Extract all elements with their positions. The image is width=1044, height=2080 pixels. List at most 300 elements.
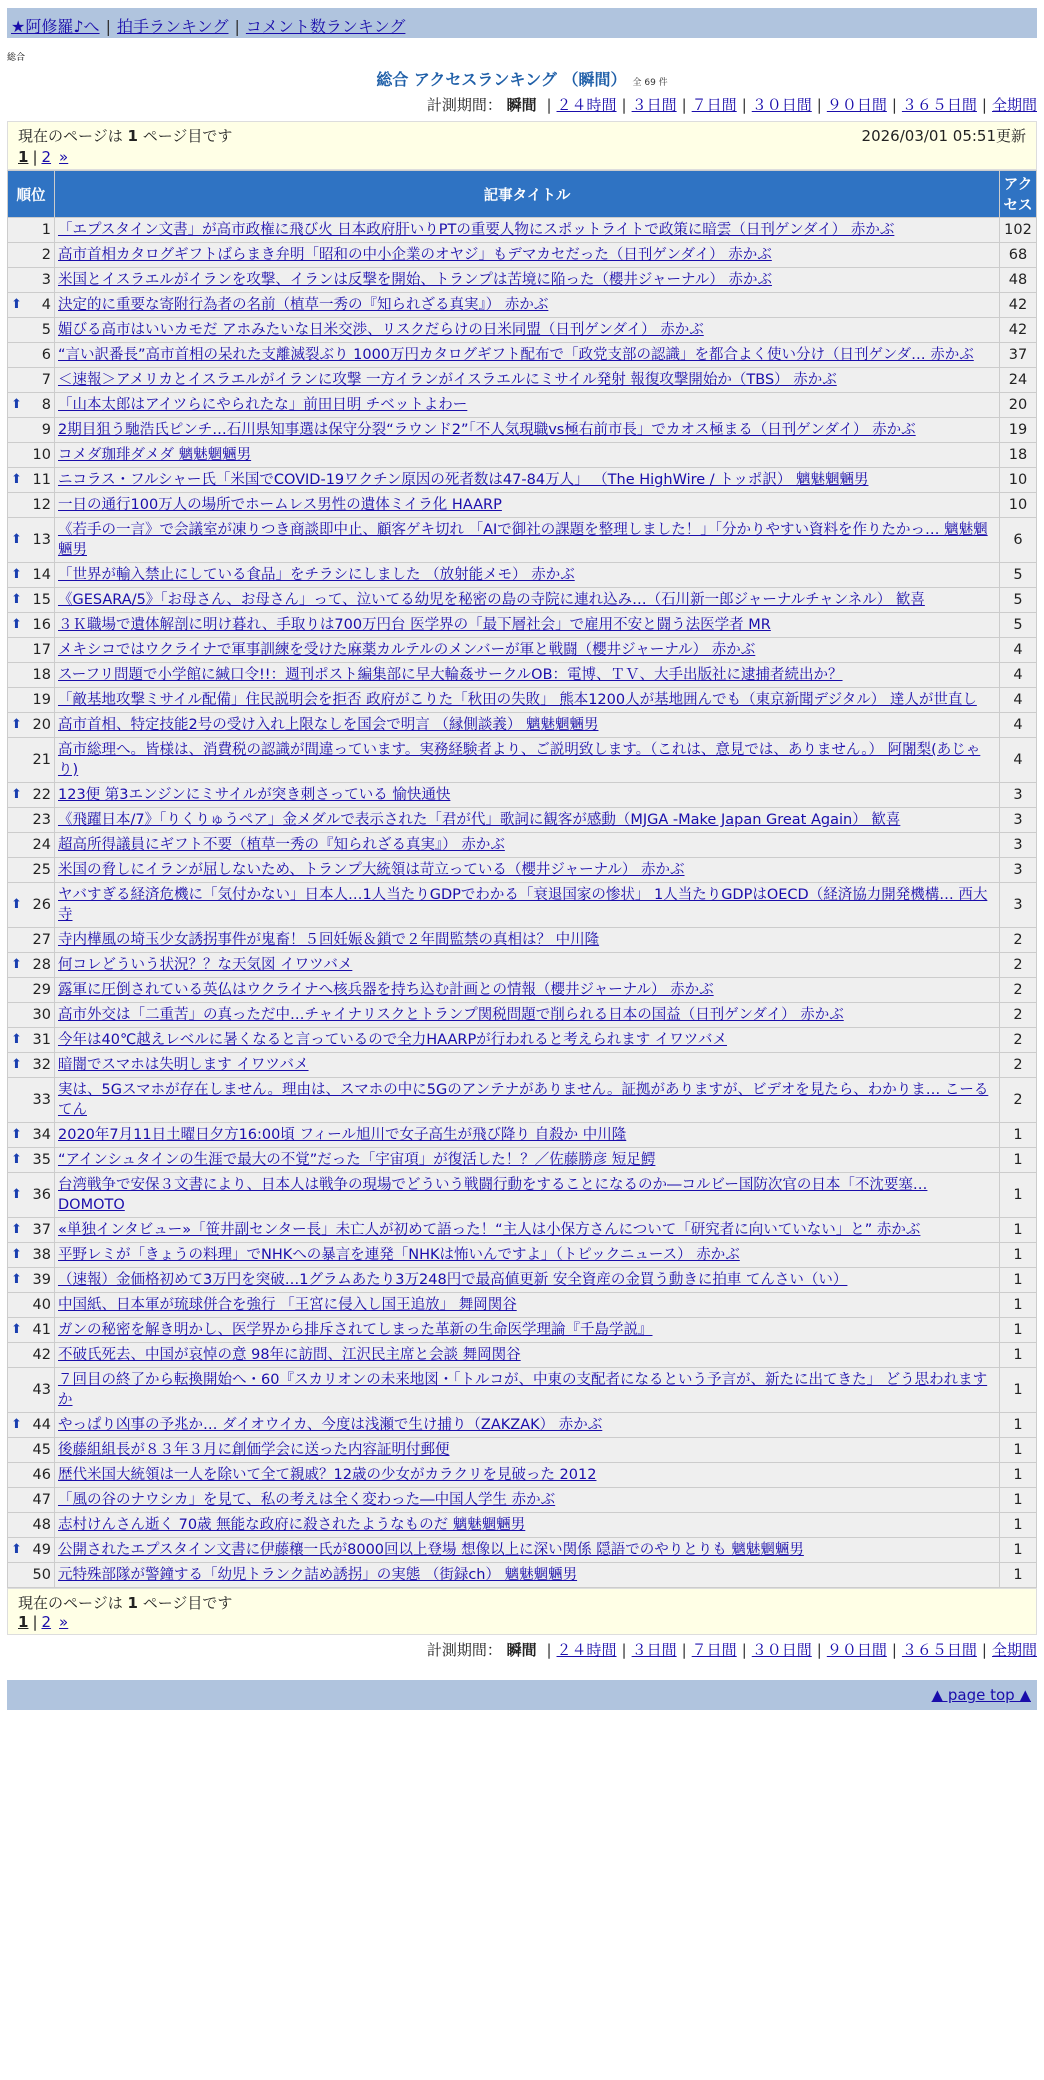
- title-cell: [55, 1463, 1000, 1488]
- access-count: 3: [1000, 783, 1037, 808]
- rank-number: 3: [41, 272, 51, 288]
- access-count: 42: [1000, 293, 1037, 318]
- rank-up-arrow-icon: ⬆: [11, 787, 22, 802]
- table-row: [8, 1538, 1037, 1563]
- rank-number: 11: [32, 472, 51, 488]
- article-title-link[interactable]: 今年は40℃越えレベルに暑くなると言っているので全力HAARPが行われると考えられます イワツバメ: [58, 1032, 728, 1048]
- table-row: [8, 368, 1037, 393]
- title-cell: [55, 1293, 1000, 1318]
- access-count: 18: [1000, 443, 1037, 468]
- article-title-link[interactable]: 123便 第3エンジンにミサイルが突き刺さっている 愉快通快: [58, 787, 451, 803]
- table-row: [8, 883, 1037, 928]
- col-rank-header: 順位: [8, 171, 55, 218]
- table-row: [8, 858, 1037, 883]
- article-title-link[interactable]: 高市外交は「二重苦」の真っただ中…チャイナリスクとトランプ関税問題で削られる日本の国益（日刊ゲンダイ） 赤かぶ: [58, 1007, 844, 1023]
- rank-up-arrow-icon: ⬆: [11, 717, 22, 732]
- period-link[interactable]: ７日間: [691, 96, 737, 114]
- col-title-header: 記事タイトル: [55, 171, 1000, 218]
- table-row: [8, 783, 1037, 808]
- access-count: 42: [1000, 318, 1037, 343]
- title-cell: [55, 368, 1000, 393]
- title-cell: [55, 518, 1000, 563]
- period-link[interactable]: ２４時間: [556, 1641, 617, 1659]
- table-row: [8, 588, 1037, 613]
- rank-cell: [8, 883, 55, 928]
- title-cell: [55, 1413, 1000, 1438]
- access-count: 2: [1000, 1003, 1037, 1028]
- article-title-link[interactable]: 「敵基地攻撃ミサイル配備」住民説明会を拒否 政府がこりた「秋田の失敗」 熊本1200人が基地囲んでも（東京新聞デジタル） 達人が世直し: [58, 692, 977, 708]
- rank-cell: [8, 1173, 55, 1218]
- rank-cell: [8, 268, 55, 293]
- table-row: [8, 443, 1037, 468]
- rank-up-arrow-icon: ⬆: [11, 1222, 22, 1237]
- access-count: 1: [1000, 1563, 1037, 1588]
- article-title-link[interactable]: 米国とイスラエルがイランを攻撃、イランは反撃を開始、トランプは苦境に陥った（櫻井ジャーナル） 赤かぶ: [58, 272, 772, 288]
- article-title-link[interactable]: スーフリ問題で小学館に緘口令!!：週刊ポスト編集部に早大輪姦サークルOB：電博、ＴＶ、大手出版社に逮捕者続出か？: [58, 667, 843, 683]
- rank-cell: [8, 858, 55, 883]
- article-title-link[interactable]: 不破氏死去、中国が哀悼の意 98年に訪問、江沢民主席と会談 舞岡関谷: [58, 1347, 521, 1363]
- rank-number: 45: [32, 1442, 51, 1458]
- rank-cell: [8, 1513, 55, 1538]
- table-row: [8, 1318, 1037, 1343]
- rank-cell: [8, 1538, 55, 1563]
- access-count: 37: [1000, 343, 1037, 368]
- rank-cell: [8, 1293, 55, 1318]
- access-count: 24: [1000, 368, 1037, 393]
- article-title-link[interactable]: ＜速報＞アメリカとイスラエルがイランに攻撃 一方イランがイスラエルにミサイル発射 報復攻撃開始か（TBS） 赤かぶ: [58, 372, 837, 388]
- table-row: [8, 978, 1037, 1003]
- period-link[interactable]: ３日間: [631, 1641, 677, 1659]
- title-cell: [55, 738, 1000, 783]
- access-count: 48: [1000, 268, 1037, 293]
- applause-ranking-link[interactable]: 拍手ランキング: [116, 17, 229, 36]
- rank-cell: [8, 1463, 55, 1488]
- rank-cell: [8, 808, 55, 833]
- title-cell: [55, 588, 1000, 613]
- article-title-link[interactable]: 「山本太郎はアイツらにやられたな」前田日明 チベットよわー: [58, 397, 468, 413]
- rank-cell: [8, 613, 55, 638]
- pager-current: 1: [18, 1613, 29, 1631]
- rank-number: 18: [32, 667, 51, 683]
- table-row: [8, 343, 1037, 368]
- rank-number: 10: [32, 447, 51, 463]
- article-title-link[interactable]: コメダ珈琲ダメダ 魑魅魍魎男: [58, 447, 252, 463]
- comment-ranking-link[interactable]: コメント数ランキング: [245, 17, 406, 36]
- title-cell: [55, 883, 1000, 928]
- rank-cell: [8, 293, 55, 318]
- access-count: 2: [1000, 1053, 1037, 1078]
- article-title-link[interactable]: 媚びる高市はいいカモだ アホみたいな日米交渉、リスクだらけの日米同盟（日刊ゲンダイ） 赤かぶ: [58, 322, 704, 338]
- title-cell: [55, 418, 1000, 443]
- access-count: 1: [1000, 1123, 1037, 1148]
- title-cell: [55, 613, 1000, 638]
- rank-number: 36: [32, 1187, 51, 1203]
- access-count: 20: [1000, 393, 1037, 418]
- rank-up-arrow-icon: ⬆: [11, 1187, 22, 1202]
- rank-number: 16: [32, 617, 51, 633]
- rank-cell: [8, 518, 55, 563]
- rank-cell: [8, 1003, 55, 1028]
- title-cell: [55, 343, 1000, 368]
- rank-cell: [8, 493, 55, 518]
- table-row: [8, 1053, 1037, 1078]
- top-nav-bar: ★阿修羅♪へ | 拍手ランキング | コメント数ランキング: [7, 8, 1037, 38]
- period-link[interactable]: ３６５日間: [901, 1641, 977, 1659]
- table-row: [8, 318, 1037, 343]
- period-link[interactable]: 全期間: [991, 96, 1037, 114]
- access-count: 1: [1000, 1243, 1037, 1268]
- rank-up-arrow-icon: ⬆: [11, 617, 22, 632]
- table-row: [8, 1488, 1037, 1513]
- article-title-link[interactable]: （速報）金価格初めて3万円を突破…1グラムあたり3万248円で最高値更新 安全資産の金買う動きに拍車 てんさい（い）: [58, 1272, 848, 1288]
- rank-number: 47: [32, 1492, 51, 1508]
- table-row: [8, 1243, 1037, 1268]
- rank-cell: [8, 1488, 55, 1513]
- article-title-link[interactable]: 「エプスタイン文書」が高市政権に飛び火 日本政府肝いりPTの重要人物にスポットライトで政策に暗雲（日刊ゲンダイ） 赤かぶ: [58, 222, 895, 238]
- rank-cell: [8, 1148, 55, 1173]
- table-row: [8, 738, 1037, 783]
- article-title-link[interactable]: ガンの秘密を解き明かし、医学界から排斥されてしまった革新の生命医学理論『千島学説』: [58, 1322, 653, 1338]
- article-title-link[interactable]: 志村けんさん逝く 70歳 無能な政府に殺されたようなものだ 魑魅魍魎男: [58, 1517, 526, 1533]
- rank-number: 12: [32, 497, 51, 513]
- article-title-link[interactable]: “アインシュタインの生涯で最大の不覚”だった「宇宙項」が復活した！？／佐藤勝彦 短足鰐: [58, 1152, 656, 1168]
- rank-cell: [8, 783, 55, 808]
- rank-up-arrow-icon: ⬆: [11, 1322, 22, 1337]
- rank-number: 21: [32, 752, 51, 768]
- rank-up-arrow-icon: ⬆: [11, 1152, 22, 1167]
- rank-number: 19: [32, 692, 51, 708]
- title-cell: [55, 1003, 1000, 1028]
- table-row: [8, 1563, 1037, 1588]
- rank-cell: [8, 468, 55, 493]
- title-cell: [55, 858, 1000, 883]
- rank-cell: [8, 638, 55, 663]
- table-row: [8, 1268, 1037, 1293]
- period-link[interactable]: ３０日間: [751, 96, 812, 114]
- article-title-link[interactable]: やっぱり凶事の予兆か… ダイオウイカ、今度は浅瀬で生け捕り（ZAKZAK） 赤かぶ: [58, 1417, 603, 1433]
- rank-number: 2: [41, 247, 51, 263]
- article-title-link[interactable]: 高市首相、特定技能2号の受け入れ上限なしを国会で明言 （縁側談義） 魑魅魍魎男: [58, 717, 599, 733]
- article-title-link[interactable]: 《飛躍日本/7》「りくりゅうペア」金メダルで表示された「君が代」歌詞に観客が感動（MJGA -Make Japan Great Again） 歓喜: [58, 812, 901, 828]
- access-count: 1: [1000, 1413, 1037, 1438]
- rank-cell: [8, 418, 55, 443]
- table-row: [8, 638, 1037, 663]
- rank-number: 41: [32, 1322, 51, 1338]
- title-cell: [55, 1488, 1000, 1513]
- access-count: 1: [1000, 1293, 1037, 1318]
- title-cell: [55, 1368, 1000, 1413]
- article-title-link[interactable]: 暗闇でスマホは失明します イワツバメ: [58, 1057, 309, 1073]
- title-cell: [55, 443, 1000, 468]
- access-count: 1: [1000, 1488, 1037, 1513]
- table-row: [8, 293, 1037, 318]
- rank-cell: [8, 218, 55, 243]
- article-title-link[interactable]: ７回目の終了から転換開始へ・60『スカリオンの未来地図・「トルコが、中東の支配者になるという予言が、新たに出てきた」 どう思われますか: [58, 1372, 988, 1408]
- rank-cell: [8, 368, 55, 393]
- rank-number: 39: [32, 1272, 51, 1288]
- access-count: 3: [1000, 833, 1037, 858]
- period-selector-bottom: 計測期間： 瞬間 | ２４時間 | ３日間 | ７日間 | ３０日間 | ９０日間 | ３６５日間 | 全期間: [426, 1641, 1037, 1659]
- rank-number: 35: [32, 1152, 51, 1168]
- pager-top: 1 | 2 »: [18, 148, 69, 166]
- pager-next[interactable]: »: [59, 1613, 69, 1631]
- access-count: 2: [1000, 978, 1037, 1003]
- table-row: [8, 218, 1037, 243]
- table-row: [8, 1173, 1037, 1218]
- rank-number: 40: [32, 1297, 51, 1313]
- rank-up-arrow-icon: ⬆: [11, 1247, 22, 1262]
- rank-cell: [8, 1123, 55, 1148]
- period-link[interactable]: ９０日間: [826, 1641, 887, 1659]
- rank-number: 24: [32, 837, 51, 853]
- access-count: 4: [1000, 713, 1037, 738]
- rank-cell: [8, 393, 55, 418]
- access-count: 1: [1000, 1218, 1037, 1243]
- article-title-link[interactable]: 《GESARA/5》「お母さん、お母さん」って、泣いてる幼児を秘密の島の寺院に連れ込み…（石川新一郎ジャーナルチャンネル） 歓喜: [58, 592, 925, 608]
- rank-number: 37: [32, 1222, 51, 1238]
- rank-up-arrow-icon: ⬆: [11, 1057, 22, 1072]
- table-row: [8, 1438, 1037, 1463]
- title-cell: [55, 833, 1000, 858]
- period-current: 瞬間: [506, 1641, 537, 1659]
- rank-up-arrow-icon: ⬆: [11, 957, 22, 972]
- rank-cell: [8, 563, 55, 588]
- title-cell: [55, 1318, 1000, 1343]
- access-count: 4: [1000, 663, 1037, 688]
- page-title: 総合 アクセスランキング （瞬間） 全 69 件: [376, 70, 668, 89]
- access-count: 2: [1000, 953, 1037, 978]
- title-cell: [55, 663, 1000, 688]
- title-cell: [55, 318, 1000, 343]
- rank-number: 27: [32, 932, 51, 948]
- rank-up-arrow-icon: ⬆: [11, 297, 22, 312]
- rank-number: 31: [32, 1032, 51, 1048]
- access-count: 4: [1000, 688, 1037, 713]
- rank-up-arrow-icon: ⬆: [11, 397, 22, 412]
- access-count: 5: [1000, 613, 1037, 638]
- home-link[interactable]: ★阿修羅♪へ: [11, 17, 100, 36]
- rank-cell: [8, 318, 55, 343]
- article-title-link[interactable]: «単独インタビュー»「笹井副センター長」未亡人が初めて語った！“主人は小保方さんについて「研究者に向いていない」と” 赤かぶ: [58, 1222, 921, 1238]
- rank-cell: [8, 243, 55, 268]
- access-count: 10: [1000, 493, 1037, 518]
- rank-up-arrow-icon: ⬆: [11, 532, 22, 547]
- article-title-link[interactable]: 元特殊部隊が警鐘する「幼児トランク詰め誘拐」の実態 （街録ch） 魑魅魍魎男: [58, 1567, 578, 1583]
- period-selector: 計測期間： 瞬間 | ２４時間 | ３日間 | ７日間 | ３０日間 | ９０日間 | ３６５日間 | 全期間: [426, 96, 1037, 114]
- title-cell: [55, 1438, 1000, 1463]
- rank-number: 46: [32, 1467, 51, 1483]
- title-cell: [55, 713, 1000, 738]
- bottom-bar: [7, 1680, 1037, 1710]
- table-row: [8, 1463, 1037, 1488]
- rank-cell: [8, 588, 55, 613]
- rank-up-arrow-icon: ⬆: [11, 592, 22, 607]
- rank-up-arrow-icon: ⬆: [11, 1542, 22, 1557]
- period-link[interactable]: ３０日間: [751, 1641, 812, 1659]
- article-title-link[interactable]: ヤバすぎる経済危機に「気付かない」日本人…1人当たりGDPでわかる「衰退国家の惨状」 1人当たりGDPはOECD（経済協力開発機構… 西大寺: [58, 887, 988, 923]
- article-title-link[interactable]: 米国の脅しにイランが屈しないため、トランプ大統領は苛立っている（櫻井ジャーナル） 赤かぶ: [58, 862, 685, 878]
- article-title-link[interactable]: 決定的に重要な寄附行為者の名前（植草一秀の『知られざる真実』） 赤かぶ: [58, 297, 549, 313]
- table-row: [8, 1368, 1037, 1413]
- article-title-link[interactable]: 平野レミが「きょうの料理」でNHKへの暴言を連発「NHKは怖いんですよ」（トピックニュース） 赤かぶ: [58, 1247, 740, 1263]
- rank-cell: [8, 1243, 55, 1268]
- title-cell: [55, 293, 1000, 318]
- period-link[interactable]: ３６５日間: [901, 96, 977, 114]
- rank-up-arrow-icon: ⬆: [11, 472, 22, 487]
- article-title-link[interactable]: 「世界が輸入禁止にしている食品」をチラシにしました （放射能メモ） 赤かぶ: [58, 567, 575, 583]
- rank-cell: [8, 1438, 55, 1463]
- table-row: [8, 1003, 1037, 1028]
- article-title-link[interactable]: 何コレどういう状況？？な天気図 イワツバメ: [58, 957, 353, 973]
- access-count: 1: [1000, 1148, 1037, 1173]
- rank-up-arrow-icon: ⬆: [11, 1272, 22, 1287]
- pager-page-2[interactable]: 2: [41, 148, 52, 166]
- ranking-table: [7, 170, 1037, 1588]
- access-count: 6: [1000, 518, 1037, 563]
- rank-cell: [8, 1318, 55, 1343]
- table-row: [8, 468, 1037, 493]
- access-count: 3: [1000, 808, 1037, 833]
- updated-timestamp: 2026/03/01 05:51更新: [861, 127, 1026, 145]
- pager-page-2[interactable]: 2: [41, 1613, 52, 1631]
- rank-cell: [8, 928, 55, 953]
- period-link[interactable]: 全期間: [991, 1641, 1037, 1659]
- pager-bottom: 1 | 2 »: [18, 1613, 69, 1631]
- article-title-link[interactable]: 実は、5Gスマホが存在しません。理由は、スマホの中に5Gのアンテナがありません。証拠がありますが、ビデオを見たら、わかりま… こーるてん: [58, 1082, 989, 1118]
- table-row: [8, 928, 1037, 953]
- article-title-link[interactable]: 高市総理へ。皆様は、消費税の認識が間違っています。実務経験者より、ご説明致します。（これは、意見では、ありません。） 阿闍梨(あじゃり): [58, 742, 981, 778]
- rank-number: 30: [32, 1007, 51, 1023]
- title-cell: [55, 268, 1000, 293]
- title-cell: [55, 563, 1000, 588]
- title-cell: [55, 1148, 1000, 1173]
- title-cell: [55, 1028, 1000, 1053]
- period-link[interactable]: ７日間: [691, 1641, 737, 1659]
- period-link[interactable]: ９０日間: [826, 96, 887, 114]
- article-title-link[interactable]: 「風の谷のナウシカ」を見て、私の考えは全く変わった―中国人学生 赤かぶ: [58, 1492, 556, 1508]
- rank-number: 29: [32, 982, 51, 998]
- rank-up-arrow-icon: ⬆: [11, 567, 22, 582]
- rank-cell: [8, 953, 55, 978]
- article-title-link[interactable]: 公開されたエプスタイン文書に伊藤穰一氏が8000回以上登場 想像以上に深い関係 隠語でのやりとりも 魑魅魍魎男: [58, 1542, 804, 1558]
- title-cell: [55, 1343, 1000, 1368]
- table-row: [8, 1123, 1037, 1148]
- period-link[interactable]: ２４時間: [556, 96, 617, 114]
- access-count: 1: [1000, 1173, 1037, 1218]
- table-row: [8, 268, 1037, 293]
- title-cell: [55, 1218, 1000, 1243]
- rank-up-arrow-icon: ⬆: [11, 1127, 22, 1142]
- table-row: [8, 833, 1037, 858]
- col-access-header: アクセス: [1000, 171, 1037, 218]
- rank-number: 33: [32, 1092, 51, 1108]
- article-title-link[interactable]: 超高所得議員にギフト不要（植草一秀の『知られざる真実』） 赤かぶ: [58, 837, 505, 853]
- article-title-link[interactable]: 寺内樺風の埼玉少女誘拐事件が鬼畜！５回妊娠＆鎖で２年間監禁の真相は？ 中川隆: [58, 932, 600, 948]
- article-title-link[interactable]: 2期目狙う馳浩氏ピンチ…石川県知事選は保守分裂“ラウンド2”「不人気現職vs極右前市長」でカオス極まる（日刊ゲンダイ） 赤かぶ: [58, 422, 916, 438]
- article-title-link[interactable]: ニコラス・フルシャー氏「米国でCOVID-19ワクチン原因の死者数は47-84万人」 （The HighWire / トッポ訳） 魑魅魍魎男: [58, 472, 869, 488]
- rank-number: 50: [32, 1567, 51, 1583]
- access-count: 3: [1000, 883, 1037, 928]
- rank-number: 17: [32, 642, 51, 658]
- rank-up-arrow-icon: ⬆: [11, 897, 22, 912]
- access-count: 2: [1000, 1078, 1037, 1123]
- table-row: [8, 418, 1037, 443]
- article-title-link[interactable]: メキシコではウクライナで軍事訓練を受けた麻薬カルテルのメンバーが軍と戦闘（櫻井ジャーナル） 赤かぶ: [58, 642, 756, 658]
- article-title-link[interactable]: 歴代米国大統領は一人を除いて全て親戚？12歳の少女がカラクリを見破った 2012: [58, 1467, 597, 1483]
- article-title-link[interactable]: 中国紙、日本軍が琉球併合を強行 「王宮に侵入し国王追放」 舞岡関谷: [58, 1297, 517, 1313]
- access-count: 4: [1000, 738, 1037, 783]
- rank-cell: [8, 688, 55, 713]
- rank-number: 25: [32, 862, 51, 878]
- rank-number: 20: [32, 717, 51, 733]
- rank-cell: [8, 1563, 55, 1588]
- title-cell: [55, 1243, 1000, 1268]
- rank-cell: [8, 1368, 55, 1413]
- period-link[interactable]: ３日間: [631, 96, 677, 114]
- table-row: [8, 688, 1037, 713]
- access-count: 1: [1000, 1268, 1037, 1293]
- table-row: [8, 953, 1037, 978]
- pager-next[interactable]: »: [59, 148, 69, 166]
- article-title-link[interactable]: 高市首相カタログギフトばらまき弁明「昭和の中小企業のオヤジ」もデマカセだった（日刊ゲンダイ） 赤かぶ: [58, 247, 772, 263]
- table-row: [8, 1293, 1037, 1318]
- rank-number: 43: [32, 1382, 51, 1398]
- access-count: 1: [1000, 1463, 1037, 1488]
- rank-cell: [8, 1218, 55, 1243]
- table-row: [8, 713, 1037, 738]
- rank-number: 15: [32, 592, 51, 608]
- article-title-link[interactable]: 後藤組組長が８３年３月に創価学会に送った内容証明付郵便: [58, 1442, 450, 1458]
- rank-number: 48: [32, 1517, 51, 1533]
- page-info-top: 現在のページは 1 ページ目です 2026/03/01 05:51更新 1 | 2 »: [7, 121, 1037, 170]
- article-title-link[interactable]: 一日の通行100万人の場所でホームレス男性の遺体ミイラ化 HAARP: [58, 497, 502, 513]
- access-count: 10: [1000, 468, 1037, 493]
- table-row: [8, 1078, 1037, 1123]
- rank-up-arrow-icon: ⬆: [11, 1417, 22, 1432]
- article-title-link[interactable]: 露軍に圧倒されている英仏はウクライナへ核兵器を持ち込む計画との情報（櫻井ジャーナル） 赤かぶ: [58, 982, 714, 998]
- title-cell: [55, 1513, 1000, 1538]
- rank-cell: [8, 343, 55, 368]
- article-title-link[interactable]: “言い訳番長”高市首相の呆れた支離滅裂ぶり 1000万円カタログギフト配布で「政党支部の認識」を都合よく使い分け（日刊ゲンダ… 赤かぶ: [58, 347, 974, 363]
- page-top-link[interactable]: ▲ page top ▲: [931, 1686, 1031, 1704]
- pager-current: 1: [18, 148, 29, 166]
- article-title-link[interactable]: ３Ｋ職場で遺体解剖に明け暮れ、手取りは700万円台 医学界の「最下層社会」で雇用不安と闘う法医学者 MR: [58, 617, 771, 633]
- article-title-link[interactable]: 台湾戦争で安保３文書により、日本人は戦争の現場でどういう戦闘行動をすることになるのか―コルビー国防次官の日本「不沈要塞… DOMOTO: [58, 1177, 928, 1213]
- rank-number: 4: [41, 297, 51, 313]
- title-cell: [55, 1173, 1000, 1218]
- table-row: [8, 563, 1037, 588]
- rank-cell: [8, 663, 55, 688]
- rank-cell: [8, 738, 55, 783]
- rank-number: 13: [32, 532, 51, 548]
- rank-number: 8: [41, 397, 51, 413]
- title-cell: [55, 688, 1000, 713]
- access-count: 1: [1000, 1513, 1037, 1538]
- article-title-link[interactable]: 《若手の一言》で会議室が凍りつき商談即中止、顧客ゲキ切れ 「AIで御社の課題を整理しました！」「分かりやすい資料を作りたかっ… 魑魅魍魎男: [58, 522, 988, 558]
- page-info-bottom: 現在のページは 1 ページ目です 1 | 2 »: [7, 1588, 1037, 1635]
- table-row: [8, 1148, 1037, 1173]
- access-count: 19: [1000, 418, 1037, 443]
- rank-number: 32: [32, 1057, 51, 1073]
- title-cell: [55, 1268, 1000, 1293]
- table-row: [8, 613, 1037, 638]
- title-cell: [55, 928, 1000, 953]
- rank-number: 28: [32, 957, 51, 973]
- access-count: 1: [1000, 1438, 1037, 1463]
- access-count: 1: [1000, 1368, 1037, 1413]
- rank-cell: [8, 1268, 55, 1293]
- article-title-link[interactable]: 2020年7月11日土曜日夕方16:00頃 フィール旭川で女子高生が飛び降り 自殺か 中川隆: [58, 1127, 627, 1143]
